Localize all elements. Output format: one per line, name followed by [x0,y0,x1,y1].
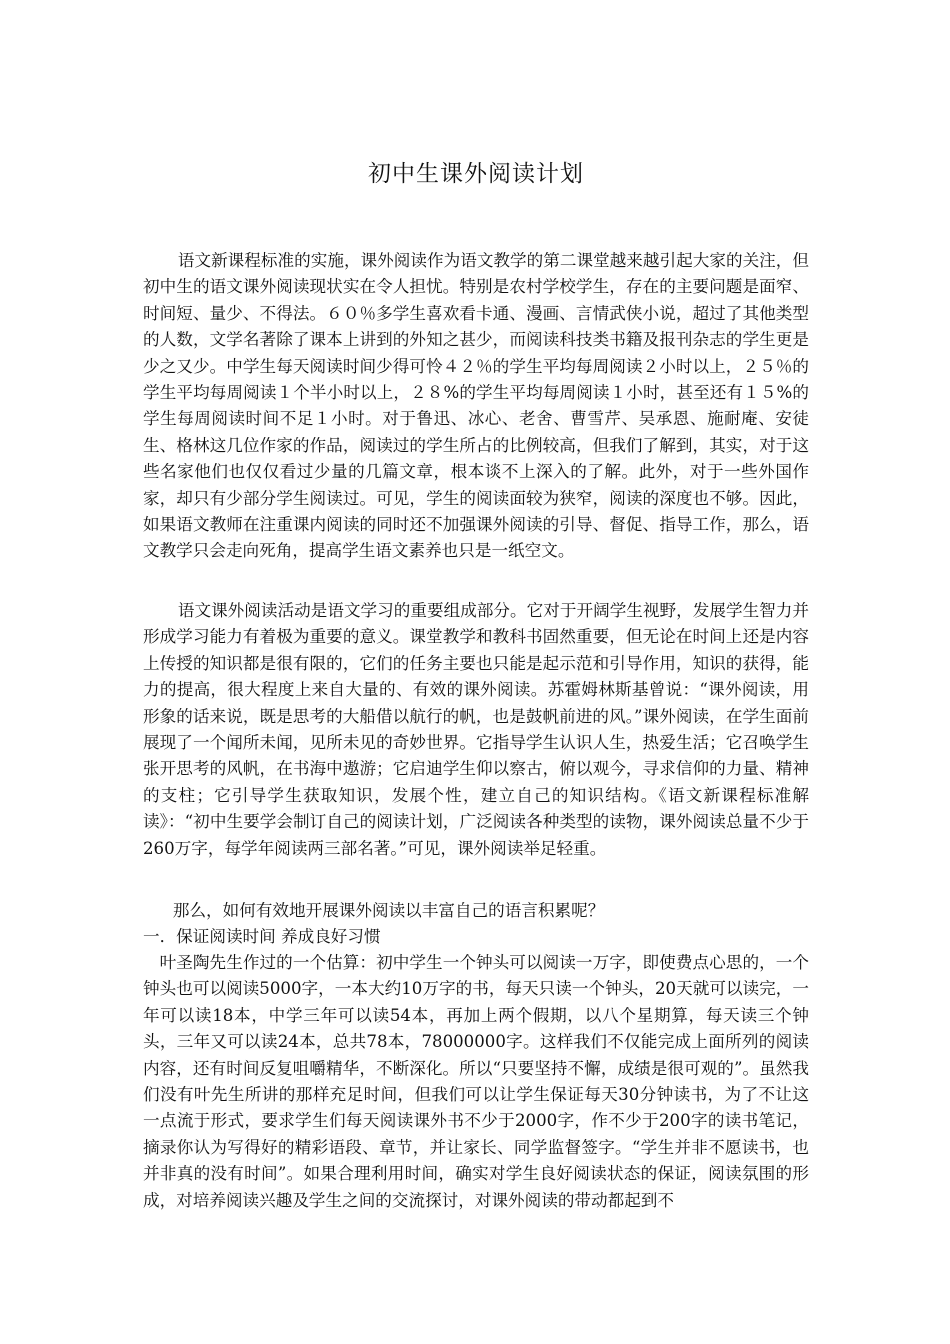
paragraph-question: 那么，如何有效地开展课外阅读以丰富自己的语言积累呢？ [172,901,605,920]
paragraph-intro: 语文新课程标准的实施，课外阅读作为语文教学的第二课堂越来越引起大家的关注，但初中生的语文课外阅读现状实在令人担忧。特别是农村学校学生，存在的主要问题是面窄、时间短、量少、不得法。６０％多学生喜欢看卡通、漫画、言情武侠小说，超过了其他类型的人数，文学名著除了课本上讲到的外知之甚少，而阅读科技类书籍及报刊杂志的学生更是少之又少。中学生每天阅读时间少得可怜４２％的学生平均每周阅读２小时以上，２５％的学生平均每周阅读１个半小时以上，２８%的学生平均每周阅读１小时，甚至还有１５%的学生每周阅读时间不足１小时。对于鲁迅、冰心、老舍、曹雪芹、吴承恩、施耐庵、安徒生、格林这几位作家的作品，阅读过的学生所占的比例较高，但我们了解到，其实，对于这些名家他们也仅仅看过少量的几篇文章，根本谈不上深入的了解。此外，对于一些外国作家，却只有少部分学生阅读过。可见，学生的阅读面较为狭窄，阅读的深度也不够。因此，如果语文教师在注重课内阅读的同时还不加强课外阅读的引导、督促、指导工作，那么，语文教学只会走向死角，提高学生语文素养也只是一纸空文。 [143,251,809,561]
paragraph-importance: 语文课外阅读活动是语文学习的重要组成部分。它对于开阔学生视野，发展学生智力并形成学习能力有着极为重要的意义。课堂教学和教科书固然重要，但无论在时间上还是内容上传授的知识都是很有限的，它们的任务主要也只能是起示范和引导作用，知识的获得，能力的提高，很大程度上来自大量的、有效的课外阅读。苏霍姆林斯基曾说：“课外阅读，用形象的话来说，既是思考的大船借以航行的帆，也是鼓帆前进的风。”课外阅读，在学生面前展现了一个闻所未闻，见所未见的奇妙世界。它指导学生认识人生，热爱生活；它召唤学生张开思考的风帆，在书海中遨游；它启迪学生仰以察古，俯以观今，寻求信仰的力量、精神的支柱；它引导学生获取知识，发展个性，建立自己的知识结构。《语文新课程标准解读》：“初中生要学会制订自己的阅读计划，广泛阅读各种类型的读物，课外阅读总量不少于260万字，每学年阅读两三部名著。”可见，课外阅读举足轻重。 [143,601,809,858]
paragraph-reading-time: 叶圣陶先生作过的一个估算：初中学生一个钟头可以阅读一万字，即使费点心思的，一个钟头也可以阅读5000字，一本大约10万字的书，每天只读一个钟头，20天就可以读完，一年可以读18本，中学三年可以读54本，再加上两个假期，以八个星期算，每天读三个钟头，三年又可以读24本，总共78本，78000000字。这样我们不仅能完成上面所列的阅读内容，还有时间反复咀嚼精华，不断深化。所以“只要坚持不懈，成绩是很可观的”。虽然我们没有叶先生所讲的那样充足时间，但我们可以让学生保证每天30分钟读书，为了不让这一点流于形式，要求学生们每天阅读课外书不少于2000字，作不少于200字的读书笔记，摘录你认为写得好的精彩语段、章节，并让家长、同学监督签字。“学生并非不愿读书，也并非真的没有时间”。如果合理利用时间，确实对学生良好阅读状态的保证，阅读氛围的形成，对培养阅读兴趣及学生之间的交流探讨，对课外阅读的带动都起到不 [143,953,809,1210]
section-heading-1: 一．保证阅读时间 养成良好习惯 [143,927,381,946]
document-title: 初中生课外阅读计划 [368,161,584,187]
